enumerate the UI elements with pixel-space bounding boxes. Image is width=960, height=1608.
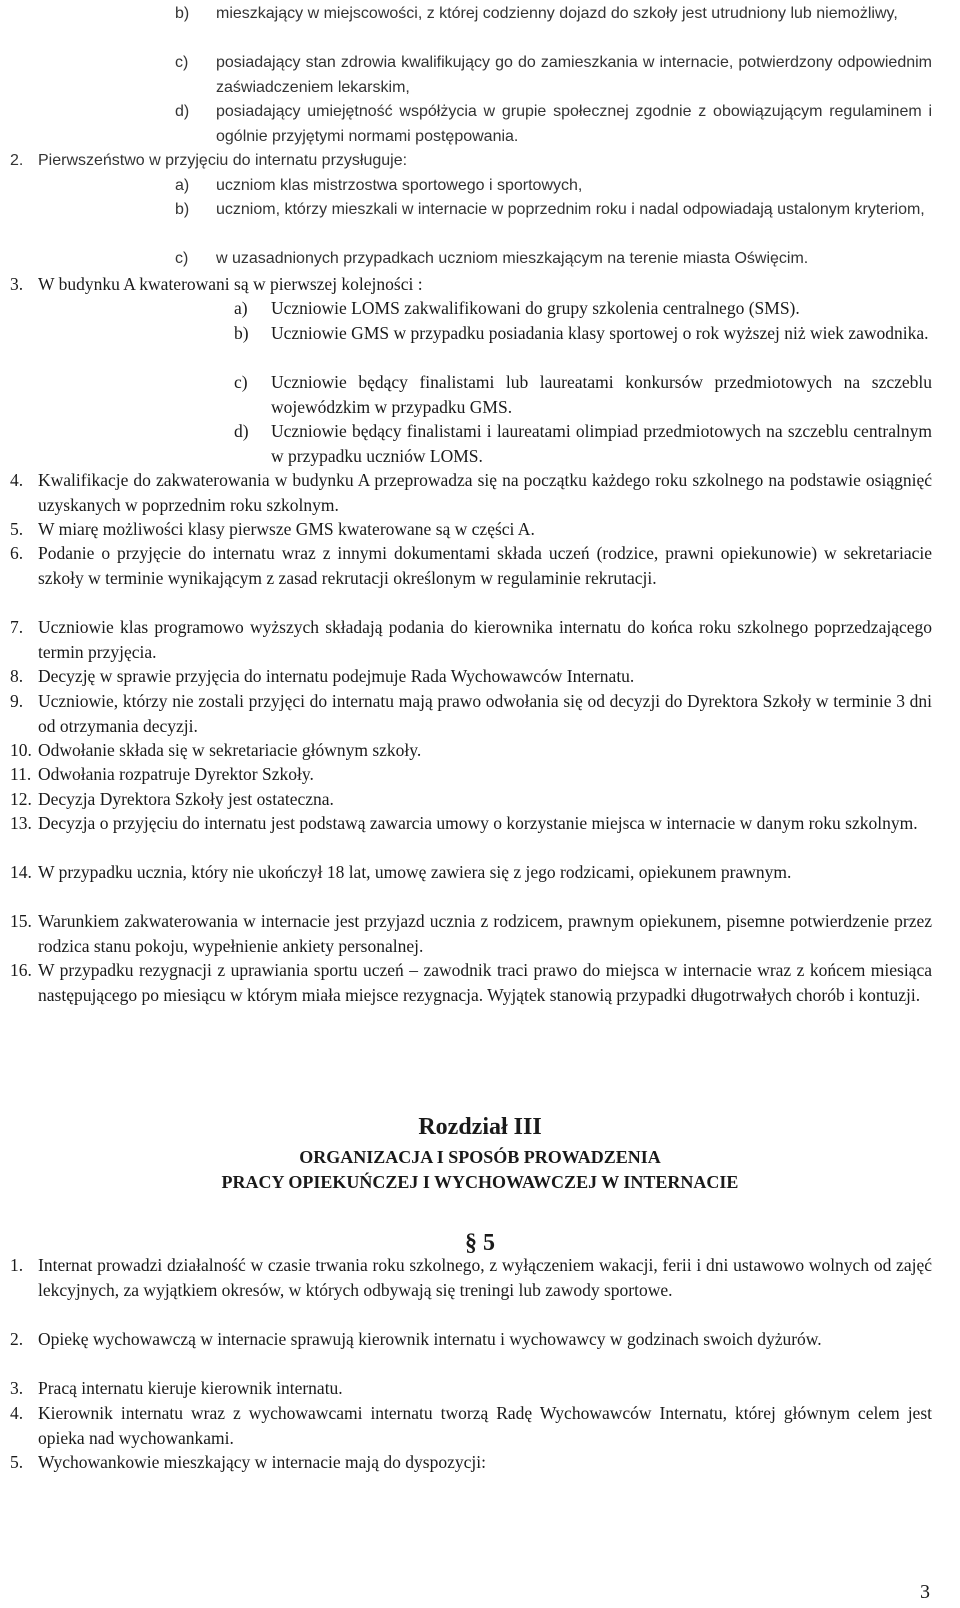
point-label: 6. (10, 543, 24, 563)
item-label: b) (175, 5, 190, 22)
numbered-point (10, 1401, 932, 1450)
point-label: 11. (10, 764, 32, 784)
item-text: Uczniowie będący finalistami i laureatami olimpiad przedmiotowych na szczeblu centralnym w przypadku uczniów LOMS. (271, 421, 932, 466)
item-text: Uczniowie będący finalistami lub laureatami konkursów przedmiotowych na szczeblu wojewódzkim w przypadku GMS. (271, 372, 932, 417)
numbered-point (10, 1450, 932, 1475)
item-text: Uczniowie LOMS zakwalifikowani do grupy szkolenia centralnego (SMS). (271, 298, 800, 318)
numbered-point (10, 811, 932, 836)
point-text: W przypadku ucznia, który nie ukończył 18 lat, umowę zawiera się z jego rodzicami, opiekunem prawnym. (38, 862, 792, 882)
point-label: 5. (10, 1452, 24, 1472)
list-item (175, 2, 932, 27)
point-text: Opiekę wychowawczą w internacie sprawują kierownik internatu i wychowawcy w godzinach swoich dyżurów. (38, 1329, 822, 1349)
numbered-point (10, 1376, 932, 1401)
item-text: uczniom, którzy mieszkali w internacie w poprzednim roku i nadal odpowiadają ustalonym kryteriom, (216, 201, 925, 218)
point-text: Podanie o przyjęcie do internatu wraz z innymi dokumentami składa uczeń (rodzice, prawni opiekunowie) w sekretariacie szkoły w terminie wynikającym z zasad rekrutacji określonym w regulaminie rekrutacji. (38, 543, 932, 588)
point-label: 3. (10, 1378, 24, 1398)
point-text: Internat prowadzi działalność w czasie trwania roku szkolnego, z wyłączeniem wakacji, ferii i dni ustawowo wolnych od zajęć lekcyjnych, za wyjątkiem okresów, w których odbywają się treningi lub zawody sportowe. (38, 1255, 932, 1300)
point-label: 8. (10, 666, 24, 686)
item-text: posiadający umiejętność współżycia w grupie społecznej zgodnie z obowiązującym regulaminem i ogólnie przyjętymi normami postępowania. (216, 103, 932, 145)
chapter-subtitle: PRACY OPIEKUŃCZEJ I WYCHOWAWCZEJ W INTERNACIE (221, 1172, 739, 1192)
list-item (175, 100, 932, 149)
list-item (175, 174, 932, 199)
point-label: 12. (10, 789, 32, 809)
point-label: 2. (10, 152, 24, 169)
page-number: 3 (920, 1581, 930, 1603)
point-text: Decyzja Dyrektora Szkoły jest ostateczna. (38, 789, 334, 809)
point-text: Pierwszeństwo w przyjęciu do internatu przysługuje: (38, 152, 408, 169)
point-text: Decyzja o przyjęciu do internatu jest podstawą zawarcia umowy o korzystanie miejsca w internacie w danym roku szkolnym. (38, 813, 918, 833)
point-label: 4. (10, 1403, 24, 1423)
numbered-point (10, 860, 932, 885)
point-label: 15. (10, 911, 32, 931)
point-text: Uczniowie klas programowo wyższych składają podania do kierownika internatu do końca roku szkolnego poprzedzającego termin przyjęcia. (38, 617, 932, 662)
point-label: 9. (10, 691, 24, 711)
point-text: W miarę możliwości klasy pierwsze GMS kwaterowane są w części A. (38, 519, 535, 539)
list-item (175, 198, 932, 223)
list-item (175, 51, 932, 100)
point-text: Warunkiem zakwaterowania w internacie jest przyjazd ucznia z rodzicem, prawnym opiekunem, pisemne potwierdzenie przez rodzica stanu pokoju, wypełnienie ankiety personalnej. (38, 911, 932, 956)
numbered-point (10, 787, 932, 812)
point-label: 10. (10, 740, 32, 760)
item-text: w uzasadnionych przypadkach uczniom mieszkającym na terenie miasta Oświęcim. (216, 250, 809, 267)
point-text: Uczniowie, którzy nie zostali przyjęci do internatu mają prawo odwołania się od decyzji do Dyrektora Szkoły w terminie 3 dni od otrzymania decyzji. (38, 691, 932, 736)
point-label: 13. (10, 813, 32, 833)
point-label: 5. (10, 519, 24, 539)
numbered-point (10, 517, 932, 542)
numbered-point (10, 272, 932, 297)
chapter-subtitle: ORGANIZACJA I SPOSÓB PROWADZENIA (299, 1147, 661, 1167)
list-item (175, 247, 932, 272)
numbered-point (10, 958, 932, 1007)
item-label: a) (175, 177, 190, 194)
numbered-point (10, 664, 932, 689)
point-text: Pracą internatu kieruje kierownik internatu. (38, 1378, 343, 1398)
list-item (234, 321, 932, 346)
point-text: Kwalifikacje do zakwaterowania w budynku A przeprowadza się na początku każdego roku szkolnego na podstawie osiągnięć uzyskanych w poprzednim roku szkolnym. (38, 470, 932, 515)
numbered-point (10, 1327, 932, 1352)
point-label: 1. (10, 1255, 24, 1275)
point-label: 16. (10, 960, 32, 980)
item-label: b) (234, 323, 249, 343)
numbered-point (10, 738, 932, 763)
item-label: c) (234, 372, 248, 392)
item-text: posiadający stan zdrowia kwalifikujący go do zamieszkania w internacie, potwierdzony odpowiednim zaświadczeniem lekarskim, (216, 54, 932, 96)
numbered-point (10, 762, 932, 787)
point-text: Kierownik internatu wraz z wychowawcami internatu tworzą Radę Wychowawców Internatu, której głównym celem jest opieka nad wychowankami. (38, 1403, 932, 1448)
item-label: a) (234, 298, 248, 318)
chapter-title: Rozdział III (418, 1114, 542, 1140)
point-text: W budynku A kwaterowani są w pierwszej kolejności : (38, 274, 423, 294)
point-text: Odwołanie składa się w sekretariacie głównym szkoły. (38, 740, 422, 760)
point-label: 4. (10, 470, 24, 490)
point-text: Wychowankowie mieszkający w internacie mają do dyspozycji: (38, 1452, 486, 1472)
item-label: d) (234, 421, 249, 441)
point-text: Odwołania rozpatruje Dyrektor Szkoły. (38, 764, 314, 784)
item-label: c) (175, 250, 189, 267)
numbered-point (10, 468, 932, 517)
point-text: Decyzję w sprawie przyjęcia do internatu podejmuje Rada Wychowawców Internatu. (38, 666, 635, 686)
numbered-point (10, 1253, 932, 1302)
item-text: mieszkający w miejscowości, z której codzienny dojazd do szkoły jest utrudniony lub niemożliwy, (216, 5, 898, 22)
numbered-point (10, 149, 932, 174)
list-item (234, 419, 932, 468)
paragraph-number: § 5 (465, 1230, 495, 1256)
point-label: 14. (10, 862, 32, 882)
item-label: d) (175, 103, 190, 120)
item-label: c) (175, 54, 189, 71)
point-label: 2. (10, 1329, 24, 1349)
list-item (234, 370, 932, 419)
numbered-point (10, 689, 932, 738)
list-item (234, 296, 932, 321)
numbered-point (10, 541, 932, 590)
point-label: 3. (10, 274, 24, 294)
item-text: Uczniowie GMS w przypadku posiadania klasy sportowej o rok wyższej niż wiek zawodnika. (271, 323, 929, 343)
item-label: b) (175, 201, 190, 218)
point-label: 7. (10, 617, 24, 637)
point-text: W przypadku rezygnacji z uprawiania sportu uczeń – zawodnik traci prawo do miejsca w internacie wraz z końcem miesiąca następującego po miesiącu w którym miała miejsce rezygnacja. Wyjątek stanowią przypadki długotrwałych chorób i kontuzji. (38, 960, 932, 1005)
item-text: uczniom klas mistrzostwa sportowego i sportowych, (216, 177, 583, 194)
numbered-point (10, 909, 932, 958)
numbered-point (10, 615, 932, 664)
